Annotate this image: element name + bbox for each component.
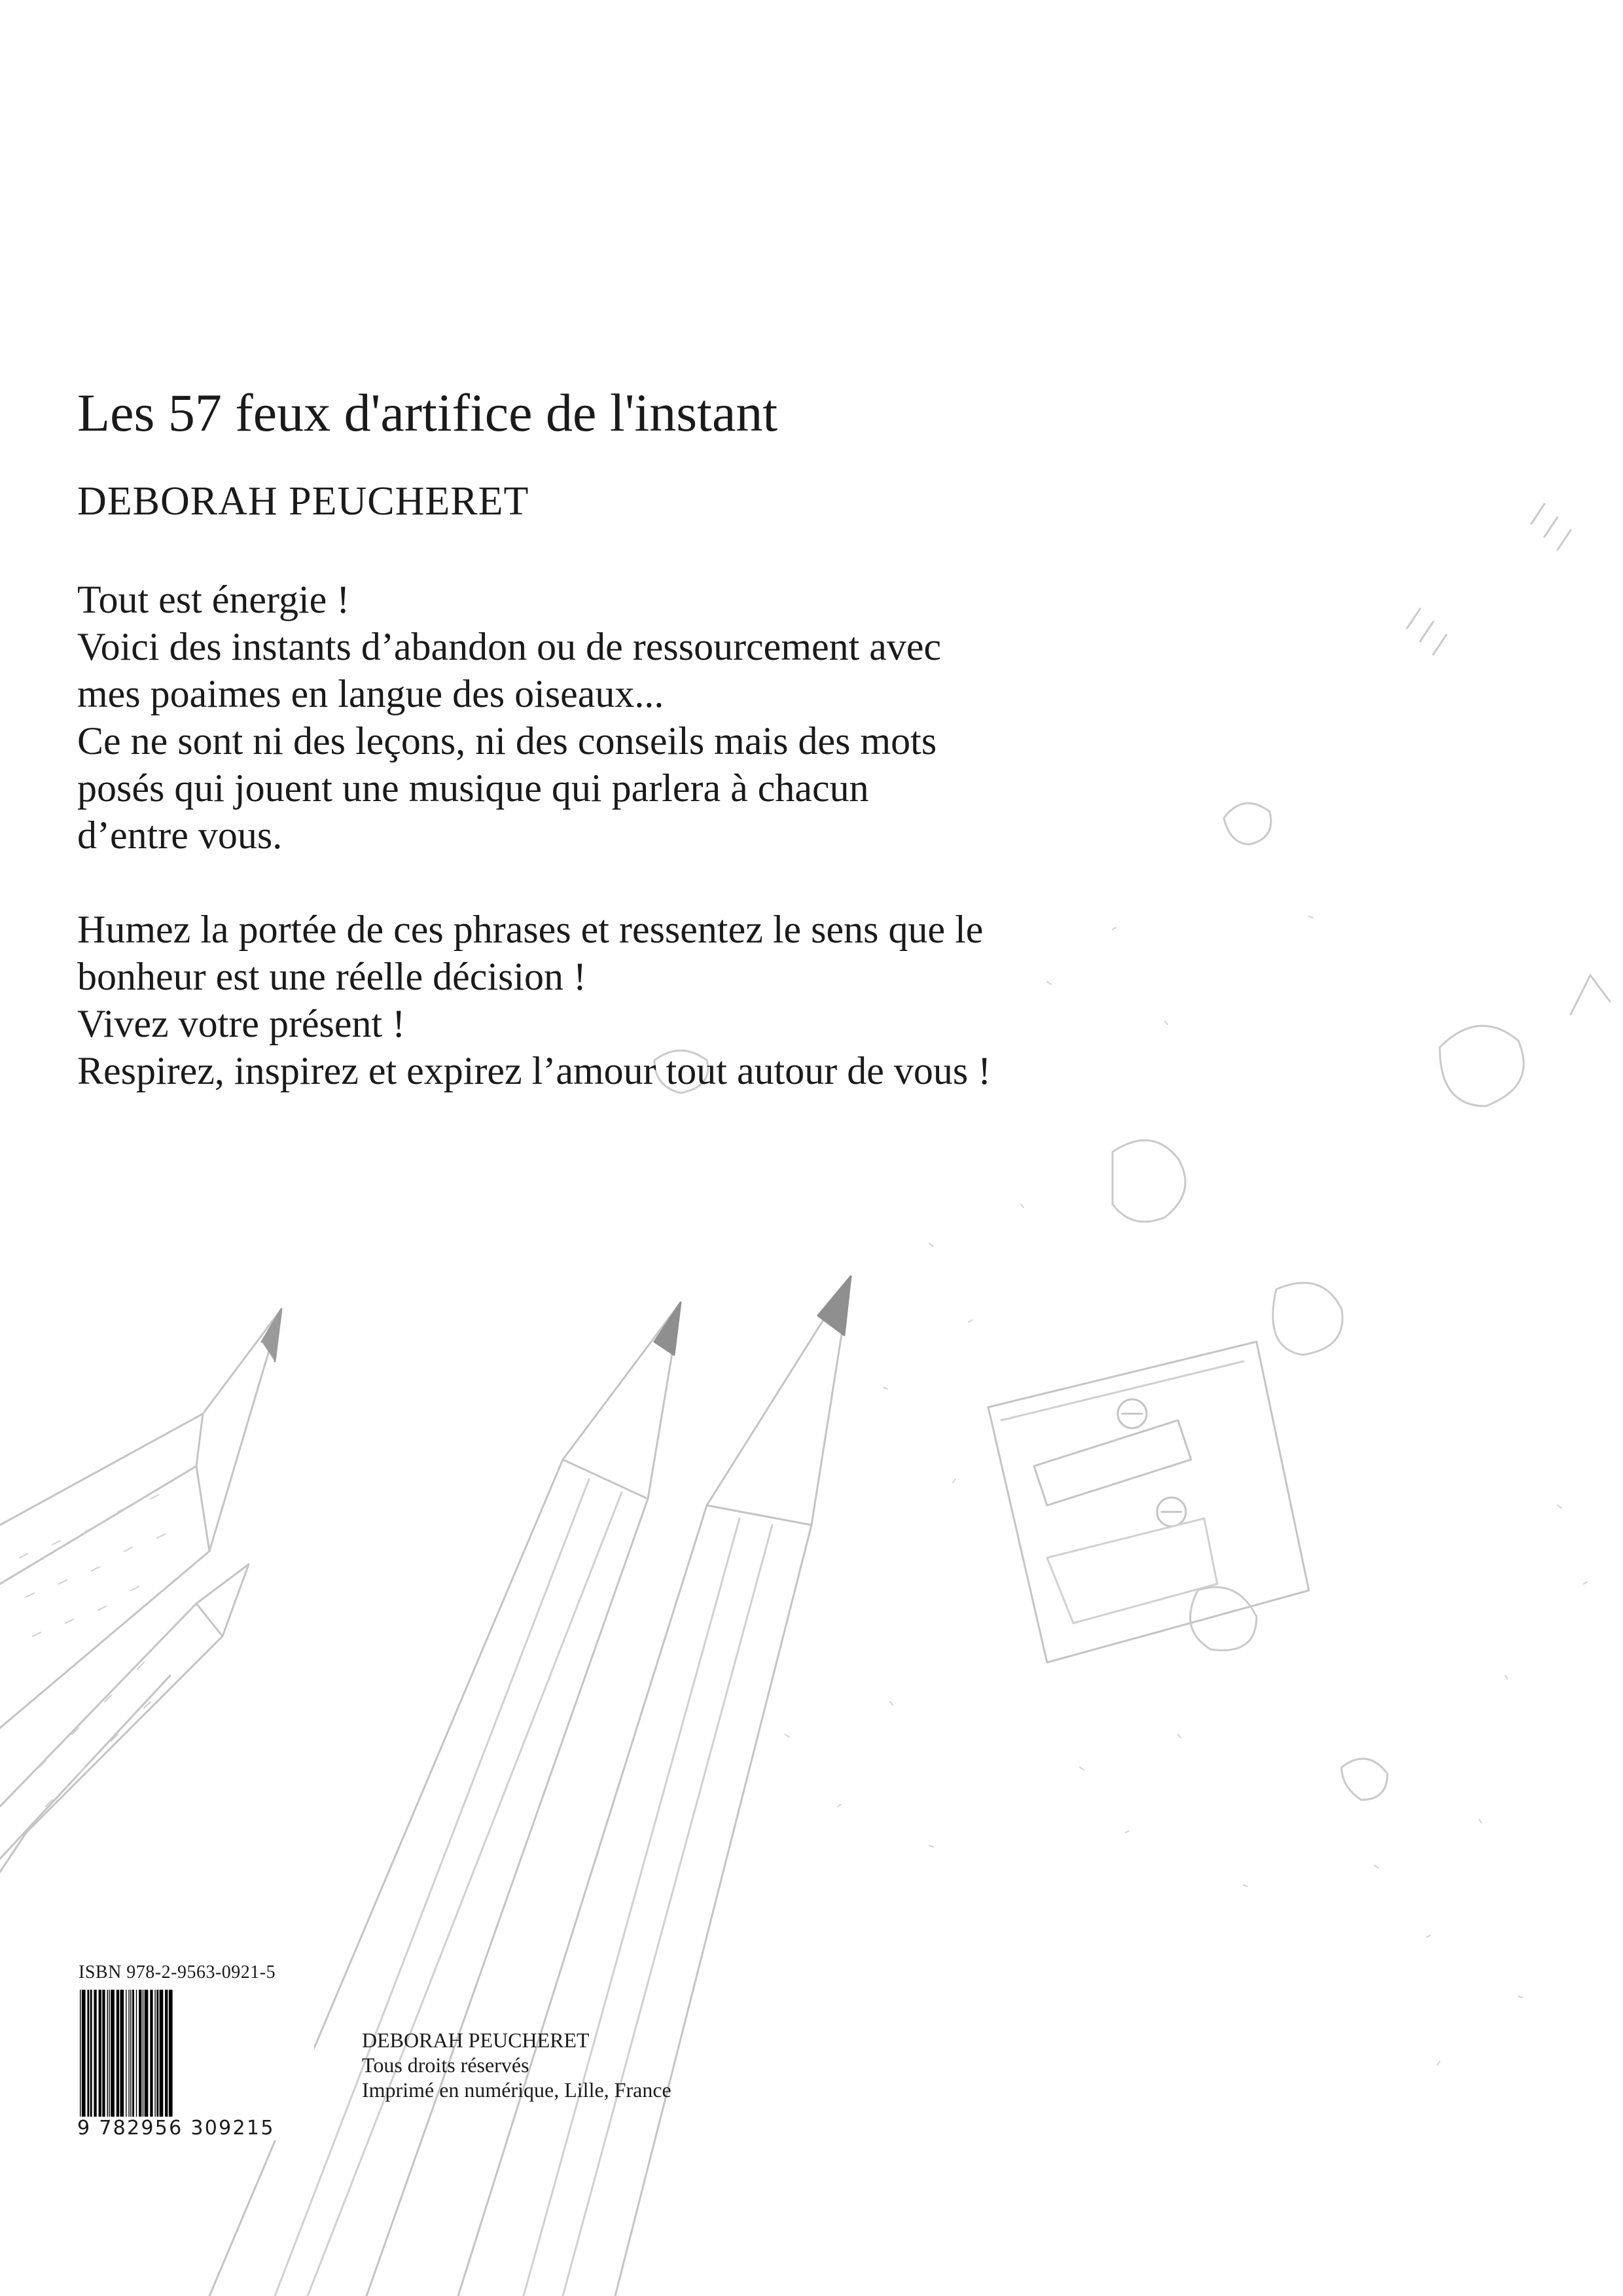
- book-title: Les 57 feux d'artifice de l'instant: [77, 383, 778, 442]
- pencil-lower-left-drawing: [0, 1564, 249, 1872]
- blurb-line: Humez la portée de ces phrases et ressentez le sens que le: [77, 908, 984, 951]
- barcode-bar: [116, 1990, 119, 2121]
- barcode-bars: [77, 1990, 314, 2121]
- pencil-middle-drawing: [209, 1302, 681, 2296]
- blurb-line: bonheur est une réelle décision !: [77, 955, 587, 998]
- barcode-bar: [120, 1990, 124, 2121]
- barcode-bar: [136, 1990, 137, 2121]
- barcode-bar: [102, 1990, 105, 2121]
- barcode-bar: [169, 1990, 173, 2121]
- barcode-bar: [99, 1990, 101, 2121]
- blurb-line: d’entre vous.: [77, 814, 283, 857]
- isbn-label: ISBN 978-2-9563-0921-5: [79, 1962, 276, 1982]
- blurb-line: posés qui jouent une musique qui parlera à chacun: [77, 766, 869, 810]
- blurb-line: Respirez, inspirez et expirez l’amour tout autour de vous !: [77, 1049, 991, 1092]
- barcode-bar: [154, 1990, 155, 2121]
- barcode-digits: 9 782956 309215: [77, 2117, 314, 2140]
- isbn-barcode: [77, 1990, 314, 2140]
- barcode-bar: [145, 1990, 149, 2121]
- printing-info: Imprimé en numérique, Lille, France: [362, 2078, 671, 2102]
- barcode-bar: [111, 1990, 115, 2121]
- barcode-bar: [165, 1990, 168, 2121]
- barcode-bar: [107, 1990, 108, 2121]
- barcode-bar: [160, 1990, 164, 2121]
- barcode-bar: [130, 1990, 131, 2121]
- pencil-right-drawing: [458, 1276, 851, 2296]
- rights-notice: Tous droits réservés: [362, 2053, 529, 2077]
- barcode-bar: [87, 1990, 89, 2121]
- barcode-bar: [128, 1990, 129, 2121]
- barcode-bar: [94, 1990, 96, 2121]
- publisher-name: DEBORAH PEUCHERET: [362, 2028, 590, 2052]
- barcode-bar: [132, 1990, 134, 2121]
- author-name: DEBORAH PEUCHERET: [77, 479, 529, 524]
- barcode-bar: [139, 1990, 141, 2121]
- publisher-info: [362, 2028, 671, 2102]
- barcode-bar: [150, 1990, 152, 2121]
- blurb-line: Tout est énergie !: [77, 578, 350, 621]
- back-cover-blurb: [77, 576, 1321, 1094]
- paragraph-spacer: [77, 859, 1321, 906]
- blurb-line: mes poaimes en langue des oiseaux...: [77, 672, 664, 715]
- barcode-bar: [156, 1990, 158, 2121]
- barcode-bar: [90, 1990, 92, 2121]
- blurb-line: Voici des instants d’abandon ou de ressourcement avec: [77, 625, 942, 668]
- blurb-line: Ce ne sont ni des leçons, ni des conseils mais des mots: [77, 719, 937, 762]
- barcode-bar: [82, 1990, 86, 2121]
- sharpener-drawing: [988, 1342, 1309, 1662]
- blurb-line: Vivez votre présent !: [77, 1002, 406, 1045]
